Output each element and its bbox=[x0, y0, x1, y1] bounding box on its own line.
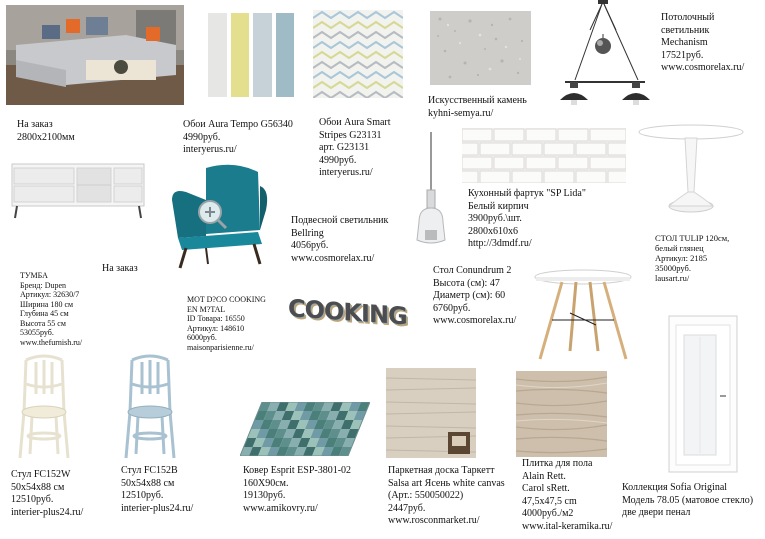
tv-stand-image bbox=[11, 161, 145, 221]
wallpaper-stripe bbox=[208, 13, 227, 97]
tulip-table-caption: СТОЛ TULIP 120см, белый глянец Артикул: 2185 35000руб. lausart.ru/ bbox=[655, 233, 730, 283]
sofa-image bbox=[6, 5, 184, 105]
door-image bbox=[668, 315, 738, 473]
ceiling-lamp-image bbox=[550, 0, 660, 112]
ceiling-lamp-caption: Потолочный светильник Mechanism 17521руб. www.cosmorelax.ru/ bbox=[661, 12, 745, 73]
pendant-lamp-image bbox=[405, 132, 457, 250]
armchair-caption: На заказ bbox=[102, 263, 138, 274]
parquet-swatch bbox=[386, 368, 476, 458]
wallpaper-aura-tempo-swatch bbox=[208, 13, 294, 97]
wallpaper-stripe bbox=[272, 13, 295, 97]
carpet-caption: Ковер Esprit ESP-3801-02 160X90см. 19130руб. www.amikovry.ru/ bbox=[243, 465, 352, 514]
sofa-caption: На заказ 2800х2100мм bbox=[17, 119, 75, 143]
pendant-lamp-caption: Подвесной светильник Bellring 4056руб. www.cosmorelax.ru/ bbox=[291, 215, 389, 264]
tv-stand-caption: ТУМБА Бренд: Dupen Артикул: 32630/7 Ширина 180 см Глубина 45 см Высота 55 см 53055руб. www.thefurnish.ru/ bbox=[20, 271, 83, 347]
brick-backsplash-caption: Кухонный фартук "SP Lida" Белый кирпич 3900руб.\шт. 2800x610x6 http://3dmdf.ru/ bbox=[468, 188, 586, 249]
white-chair-caption: Стул FC152W 50x54x88 см 12510руб. interier-plus24.ru/ bbox=[11, 469, 84, 518]
parquet-caption: Паркетная доска Таркетт Salsa art Ясень white canvas (Арт.: 550050022) 2447руб. www.rosconmarket.ru/ bbox=[388, 465, 505, 526]
cooking-word: COOKING bbox=[288, 294, 407, 331]
zoom-icon[interactable] bbox=[196, 198, 228, 230]
wallpaper-aura-smart-caption: Обои Aura Smart Stripes G23131 арт. G23131 4990руб. interyerus.ru/ bbox=[319, 117, 391, 178]
floor-tile-caption: Плитка для пола Alain Rett. Carol sRett. 47,5x47,5 cm 4000руб./м2 www.ital-keramika.ru/ bbox=[522, 458, 613, 532]
wallpaper-stripe bbox=[249, 13, 272, 97]
conundrum-table-image bbox=[532, 265, 634, 363]
carpet-image bbox=[240, 402, 370, 456]
cooking-letters-image bbox=[288, 292, 407, 332]
door-caption: Коллекция Sofia Original Модель 78.05 (матовое стекло) две двери пенал bbox=[622, 482, 754, 518]
white-chair-image bbox=[14, 354, 74, 460]
artificial-stone-swatch bbox=[430, 11, 531, 85]
artificial-stone-caption: Искусственный камень kyhni-semya.ru/ bbox=[428, 95, 527, 119]
conundrum-table-caption: Стол Conundrum 2 Высота (см): 47 Диаметр (см): 60 6760руб. www.cosmorelax.ru/ bbox=[433, 265, 517, 326]
floor-tile-swatch bbox=[516, 371, 607, 457]
wallpaper-aura-smart-swatch bbox=[313, 10, 403, 98]
wallpaper-stripe bbox=[227, 13, 250, 97]
blue-chair-image bbox=[120, 354, 180, 460]
wallpaper-aura-tempo-caption: Обои Aura Tempo G56340 4990руб. interyerus.ru/ bbox=[183, 119, 293, 155]
brick-backsplash-swatch bbox=[462, 128, 626, 183]
tulip-table-image bbox=[636, 122, 746, 218]
cooking-letters-caption: MOT D?CO COOKING EN M?TAL ID Товара: 16550 Артикул: 148610 6000руб. maisonparisienne.ru/ bbox=[187, 295, 266, 352]
blue-chair-caption: Стул FC152B 50x54x88 см 12510руб. interier-plus24.ru/ bbox=[121, 465, 194, 514]
